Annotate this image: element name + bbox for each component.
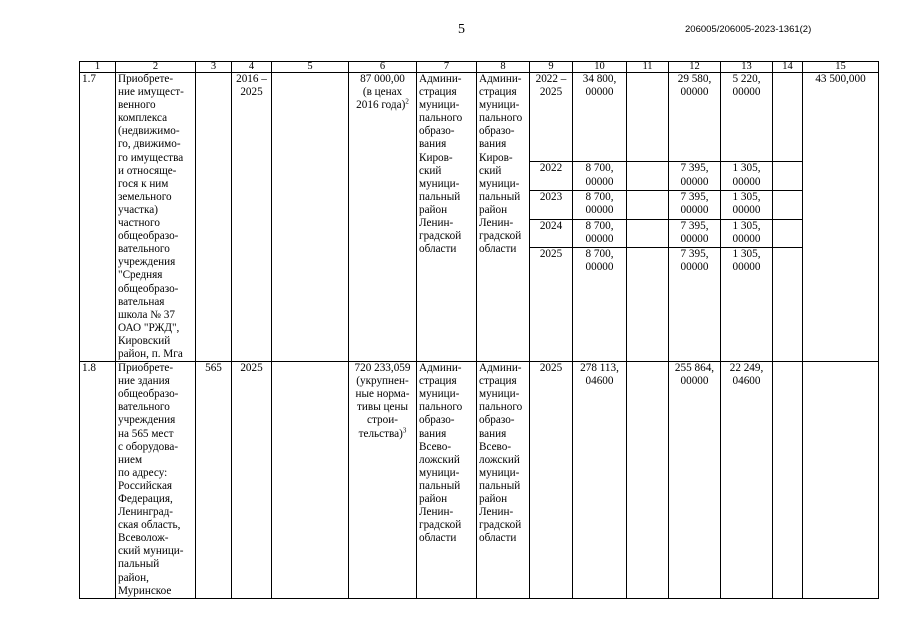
header-cell: 2 bbox=[116, 62, 196, 73]
header-cell: 14 bbox=[773, 62, 803, 73]
text-line: ние имущест- bbox=[118, 86, 184, 99]
text-line: вательная bbox=[118, 295, 165, 308]
text-line: район bbox=[419, 493, 448, 505]
text-line: 2022 bbox=[539, 162, 563, 175]
text-line: район, п. Мга bbox=[118, 347, 183, 360]
empty-cell bbox=[773, 191, 803, 220]
regional-amount bbox=[669, 162, 721, 191]
text-line: 00000 bbox=[680, 175, 709, 188]
text-line: 1 305, bbox=[732, 248, 761, 261]
text-line: муници- bbox=[419, 388, 460, 401]
text-line: 1 305, bbox=[732, 191, 761, 204]
table-row bbox=[80, 73, 879, 162]
text-line: по адресу: bbox=[118, 466, 168, 479]
recipient-cell bbox=[477, 362, 530, 599]
cost-line: ные норма- bbox=[355, 388, 410, 401]
text-line: вательного bbox=[118, 243, 170, 256]
text-line: вания bbox=[419, 138, 447, 151]
text-line: Всево- bbox=[419, 440, 452, 453]
text-line: муници- bbox=[419, 177, 460, 190]
text-line: градской bbox=[419, 230, 462, 243]
empty-cell bbox=[627, 362, 669, 599]
text-line: 278 113, bbox=[580, 362, 619, 375]
text-line: 00000 bbox=[732, 232, 761, 245]
text-line: го, движимо- bbox=[118, 138, 181, 151]
text-line: градской bbox=[419, 519, 462, 532]
text-line: муници- bbox=[479, 466, 520, 479]
header-cell: 3 bbox=[196, 62, 232, 73]
document-id: 206005/206005-2023-1361(2) bbox=[685, 24, 812, 35]
text-line: образо- bbox=[419, 125, 455, 138]
header-cell: 15 bbox=[803, 62, 879, 73]
text-line: 2025 bbox=[240, 86, 263, 99]
text-line: 00000 bbox=[732, 261, 761, 274]
text-line: 7 395, bbox=[680, 162, 709, 175]
empty-cell bbox=[773, 362, 803, 599]
text-line: и относяще- bbox=[118, 164, 177, 177]
total-amount bbox=[573, 362, 627, 599]
text-line: 00000 bbox=[585, 261, 614, 274]
local-amount bbox=[721, 162, 773, 191]
text-line: области bbox=[419, 532, 457, 545]
text-line: ский муници- bbox=[118, 545, 184, 558]
header-cell: 13 bbox=[721, 62, 773, 73]
text-line: ложский bbox=[479, 453, 520, 466]
text-line: 7 395, bbox=[680, 191, 709, 204]
empty-cell bbox=[627, 191, 669, 220]
text-line: с оборудова- bbox=[118, 440, 179, 453]
customer-cell bbox=[417, 73, 477, 362]
text-line: пальный bbox=[419, 190, 461, 203]
cost-line: тивы цены bbox=[357, 401, 408, 414]
capacity-cell: 565 bbox=[196, 362, 232, 599]
text-line: "Средняя bbox=[118, 269, 163, 282]
text-line: 00000 bbox=[680, 232, 709, 245]
text-line: 7 395, bbox=[680, 219, 709, 232]
text-line: 8 700, bbox=[585, 191, 614, 204]
text-line: вания bbox=[479, 138, 507, 151]
empty-cell bbox=[627, 162, 669, 191]
text-line: страция bbox=[479, 86, 517, 99]
text-line: страция bbox=[419, 375, 457, 388]
year-cell bbox=[530, 162, 573, 191]
text-line: 00000 bbox=[585, 86, 614, 99]
total-amount bbox=[573, 73, 627, 162]
empty-cell bbox=[773, 248, 803, 362]
text-line: 34 800, bbox=[582, 73, 617, 85]
text-line: 00000 bbox=[732, 86, 761, 99]
text-line: комплекса bbox=[118, 112, 168, 125]
text-line: (недвижимо- bbox=[118, 125, 180, 138]
estimated-cost bbox=[349, 362, 417, 599]
estimated-cost bbox=[349, 73, 417, 362]
text-line: Ленинград- bbox=[118, 506, 174, 519]
total-amount bbox=[573, 219, 627, 248]
text-line: школа № 37 bbox=[118, 308, 175, 321]
empty-cell bbox=[627, 73, 669, 162]
text-line: 00000 bbox=[732, 175, 761, 188]
text-line: пальный bbox=[419, 479, 461, 492]
empty-cell bbox=[803, 362, 879, 599]
text-line: страция bbox=[419, 86, 457, 99]
text-line: 5 220, bbox=[732, 73, 761, 85]
text-line: Ленин- bbox=[479, 506, 514, 519]
text-line: Киров- bbox=[479, 151, 513, 164]
total-amount bbox=[573, 162, 627, 191]
text-line: муници- bbox=[419, 99, 460, 112]
text-line: 8 700, bbox=[585, 248, 614, 261]
empty-cell bbox=[773, 162, 803, 191]
text-line: 00000 bbox=[680, 261, 709, 274]
text-line: образо- bbox=[479, 414, 515, 427]
text-line: пальный bbox=[479, 190, 521, 203]
text-line: 00000 bbox=[680, 204, 709, 217]
text-line: градской bbox=[479, 519, 522, 532]
text-line: общеобразо- bbox=[118, 282, 179, 295]
cost-line: 720 233,059 bbox=[354, 362, 411, 375]
text-line: муници- bbox=[419, 466, 460, 479]
text-line: ОАО "РЖД", bbox=[118, 321, 180, 334]
text-line: ние здания bbox=[118, 375, 170, 388]
capacity-cell bbox=[196, 73, 232, 362]
regional-amount bbox=[669, 191, 721, 220]
header-cell: 11 bbox=[627, 62, 669, 73]
total-amount bbox=[573, 191, 627, 220]
text-line: участка) bbox=[118, 203, 158, 216]
text-line: Админи- bbox=[479, 73, 522, 85]
text-line: Муринское bbox=[118, 584, 172, 597]
text-line: 7 395, bbox=[680, 248, 709, 261]
text-line: земельного bbox=[118, 190, 172, 203]
text-line: район bbox=[479, 203, 508, 216]
local-amount bbox=[721, 191, 773, 220]
text-line: Всеволож- bbox=[118, 532, 169, 545]
text-line: на 565 мест bbox=[118, 427, 174, 440]
text-line: Приобрете- bbox=[118, 362, 174, 375]
header-cell: 5 bbox=[272, 62, 349, 73]
period-cell bbox=[232, 73, 272, 362]
cost-line: строи- bbox=[367, 414, 398, 427]
total-amount bbox=[573, 248, 627, 362]
empty-cell bbox=[773, 73, 803, 162]
cost-line: (в ценах bbox=[362, 86, 403, 99]
cost-line-text: тельства) bbox=[358, 427, 403, 440]
text-line: венного bbox=[118, 99, 156, 112]
text-line: вательного bbox=[118, 401, 170, 414]
text-line: Приобрете- bbox=[118, 73, 174, 85]
text-line: муници- bbox=[479, 99, 520, 112]
recipient-cell bbox=[477, 73, 530, 362]
text-line: пального bbox=[419, 112, 463, 125]
text-line: 29 580, bbox=[677, 73, 712, 85]
text-line: вания bbox=[479, 427, 507, 440]
cost-line bbox=[351, 425, 414, 441]
text-line: пального bbox=[419, 401, 463, 414]
text-line: 00000 bbox=[585, 175, 614, 188]
text-line: 00000 bbox=[680, 375, 709, 388]
text-line: 04600 bbox=[732, 375, 761, 388]
text-line: 22 249, bbox=[729, 362, 764, 375]
regional-amount bbox=[669, 362, 721, 599]
text-line: 255 864, bbox=[674, 362, 715, 375]
empty-cell bbox=[272, 73, 349, 362]
text-line: общеобразо- bbox=[118, 388, 179, 401]
text-line: пального bbox=[479, 401, 523, 414]
text-line: 04600 bbox=[585, 375, 614, 388]
text-line: Кировский bbox=[118, 334, 171, 347]
header-cell: 7 bbox=[417, 62, 477, 73]
text-line: 1 305, bbox=[732, 219, 761, 232]
text-line: Российская bbox=[118, 479, 173, 492]
text-line: градской bbox=[479, 230, 522, 243]
empty-cell bbox=[773, 219, 803, 248]
text-line: учреждения bbox=[118, 414, 176, 427]
local-amount bbox=[721, 248, 773, 362]
text-line: гося к ним bbox=[118, 177, 169, 190]
text-line: Админи- bbox=[419, 362, 462, 375]
header-cell: 12 bbox=[669, 62, 721, 73]
text-line: 00000 bbox=[585, 232, 614, 245]
text-line: пальный bbox=[479, 479, 521, 492]
text-line: муници- bbox=[479, 177, 520, 190]
cost-line bbox=[351, 99, 414, 112]
year-cell bbox=[530, 219, 573, 248]
regional-amount bbox=[669, 248, 721, 362]
text-line: пальный bbox=[118, 558, 160, 571]
text-line: го имущества bbox=[118, 151, 184, 164]
header-cell: 6 bbox=[349, 62, 417, 73]
year-cell bbox=[530, 73, 573, 162]
total-cost: 43 500,000 bbox=[803, 73, 879, 362]
year-cell bbox=[530, 248, 573, 362]
text-line: Ленин- bbox=[419, 506, 454, 519]
item-name bbox=[116, 362, 196, 599]
text-line: Киров- bbox=[419, 151, 453, 164]
text-line: район, bbox=[118, 571, 149, 584]
text-line: Ленин- bbox=[479, 217, 514, 230]
program-table bbox=[79, 61, 879, 599]
page-number: 5 bbox=[458, 22, 465, 37]
empty-cell bbox=[627, 248, 669, 362]
text-line: образо- bbox=[479, 125, 515, 138]
text-line: 00000 bbox=[585, 204, 614, 217]
item-name bbox=[116, 73, 196, 362]
text-line: общеобразо- bbox=[118, 230, 179, 243]
text-line: 2024 bbox=[539, 219, 563, 232]
header-cell: 10 bbox=[573, 62, 627, 73]
text-line: 8 700, bbox=[585, 162, 614, 175]
text-line: 2025 bbox=[240, 362, 263, 375]
text-line: 2022 – bbox=[535, 73, 567, 85]
text-line: образо- bbox=[419, 414, 455, 427]
header-cell: 9 bbox=[530, 62, 573, 73]
table-row bbox=[80, 362, 879, 599]
text-line: Ленин- bbox=[419, 217, 454, 230]
text-line: 8 700, bbox=[585, 219, 614, 232]
footnote-mark: 3 bbox=[402, 425, 407, 434]
text-line: 2025 bbox=[539, 248, 563, 261]
empty-cell bbox=[627, 219, 669, 248]
text-line: муници- bbox=[479, 388, 520, 401]
period-cell bbox=[232, 362, 272, 599]
text-line: ский bbox=[419, 164, 442, 177]
cost-line-text: 2016 года) bbox=[356, 99, 406, 112]
text-line: области bbox=[419, 243, 457, 256]
text-line: район bbox=[419, 203, 448, 216]
local-amount bbox=[721, 73, 773, 162]
text-line: Федерация, bbox=[118, 493, 173, 505]
text-line: учреждения bbox=[118, 256, 176, 269]
text-line: 2023 bbox=[539, 191, 563, 204]
header-cell: 8 bbox=[477, 62, 530, 73]
text-line: 2016 – bbox=[236, 73, 267, 85]
text-line: страция bbox=[479, 375, 517, 388]
text-line: частного bbox=[118, 217, 160, 230]
text-line: области bbox=[479, 532, 517, 545]
text-line: пального bbox=[479, 112, 523, 125]
text-line: ский bbox=[479, 164, 502, 177]
text-line: Админи- bbox=[419, 73, 462, 85]
header-cell: 4 bbox=[232, 62, 272, 73]
text-line: ская область, bbox=[118, 519, 181, 532]
regional-amount bbox=[669, 73, 721, 162]
text-line: ложский bbox=[419, 453, 460, 466]
header-row bbox=[80, 62, 879, 73]
footnote-mark: 2 bbox=[405, 97, 409, 106]
text-line: вания bbox=[419, 427, 447, 440]
text-line: Всево- bbox=[479, 440, 512, 453]
text-line: нием bbox=[118, 453, 143, 466]
local-amount bbox=[721, 219, 773, 248]
text-line: район bbox=[479, 493, 508, 505]
year-cell bbox=[530, 191, 573, 220]
year-cell: 2025 bbox=[530, 362, 573, 599]
regional-amount bbox=[669, 219, 721, 248]
row-number: 1.7 bbox=[80, 73, 116, 362]
text-line: 2025 bbox=[539, 86, 563, 99]
text-line: 1 305, bbox=[732, 162, 761, 175]
empty-cell bbox=[272, 362, 349, 599]
header-cell: 1 bbox=[80, 62, 116, 73]
text-line: 00000 bbox=[680, 86, 709, 99]
text-line: 00000 bbox=[732, 204, 761, 217]
text-line: области bbox=[479, 243, 517, 256]
text-line: Админи- bbox=[479, 362, 522, 375]
customer-cell bbox=[417, 362, 477, 599]
cost-line: (укрупнен- bbox=[356, 375, 409, 388]
cost-line: 87 000,00 bbox=[360, 73, 405, 85]
row-number: 1.8 bbox=[80, 362, 116, 599]
local-amount bbox=[721, 362, 773, 599]
